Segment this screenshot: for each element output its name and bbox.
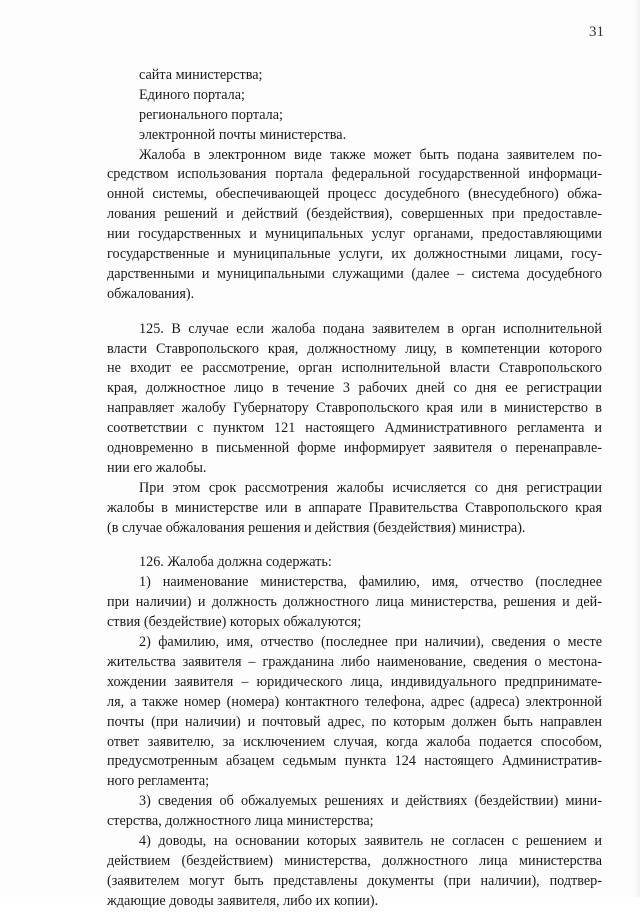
text-line: ля, а также номер (номера) контактного телефона, адрес (адреса) электронной bbox=[107, 693, 602, 710]
text-line: 126. Жалоба должна содержать: bbox=[139, 554, 332, 571]
text-line: нии его жалобы. bbox=[107, 459, 207, 476]
text-line: соответствии с пунктом 121 настоящего Административного регламента и bbox=[107, 420, 602, 437]
list-item-unified-portal bbox=[107, 86, 602, 106]
text-line: средством использования портала федеральной государственной информаци- bbox=[107, 166, 602, 183]
paragraph-125 bbox=[107, 320, 602, 479]
text-line: ждающие доводы заявителя, либо их копии). bbox=[107, 892, 379, 909]
text-line: одновременно в письменной форме информирует заявителя о перенаправле- bbox=[107, 440, 602, 457]
paragraph-126-item-3 bbox=[107, 792, 602, 832]
text-line: государственные и муниципальные услуги, их должностными лицами, госу- bbox=[107, 246, 602, 263]
text-line: сайта министерства; bbox=[139, 67, 263, 83]
text-line: ного регламента; bbox=[107, 773, 210, 790]
text-line: онной системы, обеспечивающей процесс досудебного (внесудебного) обжа- bbox=[107, 186, 602, 203]
text-line: При этом срок рассмотрения жалобы исчисляется со дня регистрации bbox=[139, 479, 602, 496]
text-line: 3) сведения об обжалуемых решениях и действиях (бездействии) мини- bbox=[139, 793, 602, 810]
text-line: края, должностное лицо в течение 3 рабочих дней со дня ее регистрации bbox=[107, 380, 602, 397]
document-body bbox=[107, 66, 602, 912]
list-item-email bbox=[107, 126, 602, 146]
text-line: не входит ее рассмотрение, орган исполнительной власти Ставропольского bbox=[107, 360, 602, 377]
text-line: лования решений и действий (бездействия), совершенных при предоставле- bbox=[107, 206, 602, 223]
text-line: нии государственных и муниципальных услуг органами, предоставляющими bbox=[107, 226, 602, 243]
text-line: почты (при наличии) и почтовый адрес, по которым должен быть направлен bbox=[107, 713, 602, 730]
text-line: электронной почты министерства. bbox=[139, 126, 347, 143]
text-line: 2) фамилию, имя, отчество (последнее при наличии), сведения о месте bbox=[139, 634, 602, 651]
text-line: стерства, должностного лица министерства; bbox=[107, 813, 374, 830]
text-line: предусмотренным абзацем седьмым пункта 124 настоящего Административ- bbox=[107, 753, 602, 770]
paragraph-126-heading bbox=[107, 553, 602, 573]
text-line: (в случае обжалования решения и действия (бездействия) министра). bbox=[107, 519, 526, 536]
list-item-ministry-site bbox=[107, 66, 602, 86]
text-line: действием (бездействием) министерства, должностного лица министерства bbox=[107, 852, 602, 869]
text-line: 4) доводы, на основании которых заявитель не согласен с решением и bbox=[139, 832, 602, 849]
paragraph-126-item-2 bbox=[107, 633, 602, 792]
paragraph-126-item-4 bbox=[107, 832, 602, 912]
text-line: 1) наименование министерства, фамилию, имя, отчество (последнее bbox=[139, 574, 602, 591]
text-line: ствия (бездействие) которых обжалуются; bbox=[107, 614, 362, 631]
text-line: власти Ставропольского края, должностному лицу, в компетенции которого bbox=[107, 340, 602, 357]
paragraph-spacer bbox=[107, 538, 602, 553]
paragraph-review-deadline bbox=[107, 479, 602, 539]
text-line: направляет жалобу Губернатору Ставропольского края или в министерство в bbox=[107, 400, 602, 417]
list-item-regional-portal bbox=[107, 106, 602, 126]
text-line: обжалования). bbox=[107, 285, 195, 302]
text-line: жалобы в министерстве или в аппарате Правительства Ставропольского края bbox=[107, 499, 602, 516]
text-line: 125. В случае если жалоба подана заявителем в орган исполнительной bbox=[139, 320, 602, 337]
paragraph-electronic-complaint bbox=[107, 146, 602, 305]
scan-shadow bbox=[634, 0, 640, 897]
text-line: хождении заявителя – юридического лица, индивидуального предпринимате- bbox=[107, 673, 602, 690]
text-line: Жалоба в электронном виде также может быть подана заявителем по- bbox=[139, 146, 602, 163]
text-line: дарственными и муниципальными служащими (далее – система досудебного bbox=[107, 265, 602, 282]
text-line: ответ заявителю, за исключением случая, когда жалоба подается способом, bbox=[107, 733, 602, 750]
text-line: жительства заявителя – гражданина либо наименование, сведения о местона- bbox=[107, 653, 602, 670]
text-line: при наличии) и должность должностного лица министерства, решения и дей- bbox=[107, 594, 602, 611]
text-line: регионального портала; bbox=[139, 106, 283, 123]
text-line: (заявителем могут быть представлены документы (при наличии), подтвер- bbox=[107, 872, 602, 889]
page-number: 31 bbox=[589, 24, 604, 40]
paragraph-spacer bbox=[107, 305, 602, 320]
text-line: Единого портала; bbox=[139, 86, 245, 103]
paragraph-126-item-1 bbox=[107, 573, 602, 633]
